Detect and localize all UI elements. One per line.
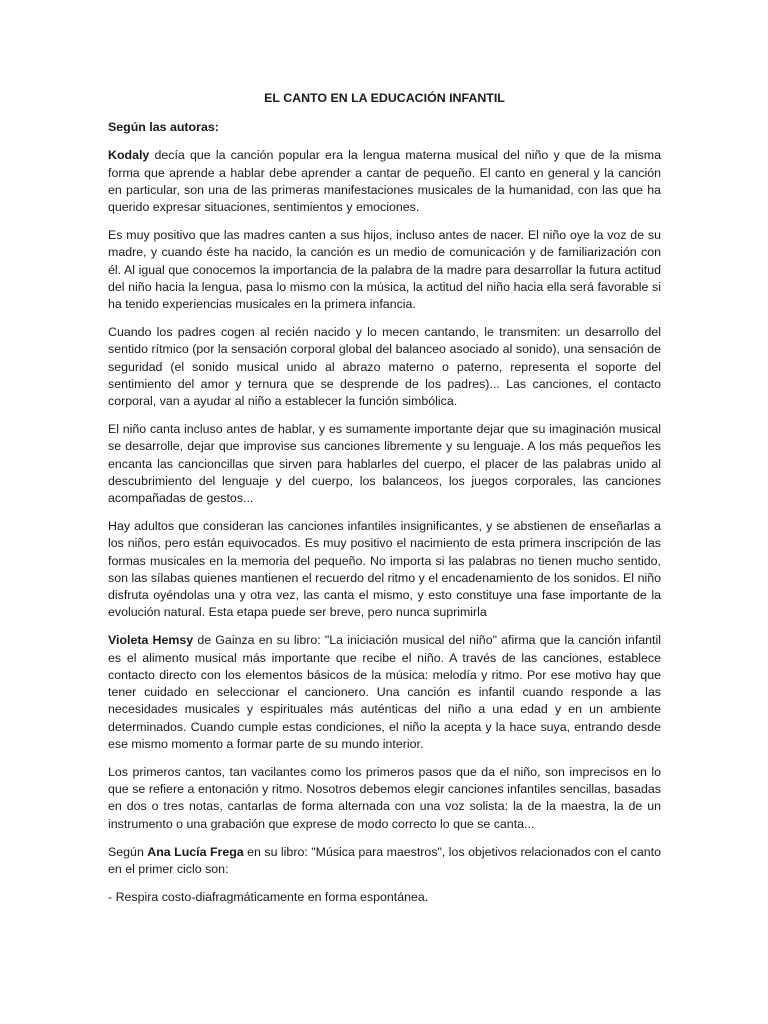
paragraph-text: de Gainza en su libro: "La iniciación musical del niño" afirma que la canción infantil es el alimento musical más importante que recibe el niño. A través de las canciones, establece contacto directo con los elementos básicos de la música: melodía y ritmo. Por ese motivo hay que tener cuidado en seleccionar el cancionero. Una canción es infantil cuando responde a las necesidades musicales y espirituales más auténticas del niño a una edad y en un ambiente determinados. Cuando cumple estas condiciones, el niño la acepta y la hace suya, entrando desde ese mismo momento a formar parte de su mundo interior. xyxy=(108,633,662,751)
document-title: EL CANTO EN LA EDUCACIÓN INFANTIL xyxy=(264,91,505,105)
paragraph-padres: Cuando los padres cogen al recién nacido y lo mecen cantando, le transmiten: un desarrollo del sentido rítmico (por la sensación corporal global del balanceo asociado al sonido), una sensación de seguridad (el sonido musical unido al abrazo materno o paterno, representa el soporte del sentimiento del amor y ternura que se desprende de los padres)... Las canciones, el contacto corporal, van a ayudar al niño a establecer la función simbólica. xyxy=(108,325,661,409)
author-name-frega: Ana Lucía Frega xyxy=(147,844,244,859)
paragraph-kodaly xyxy=(108,147,661,216)
paragraph-text: decía que la canción popular era la lengua materna musical del niño y que de la misma forma que aprende a hablar debe aprender a cantar de pequeño. El canto en general y la canción en particular, son una de las primeras manifestaciones musicales de la humanidad, con las que ha querido expresar situaciones, sentimientos y emociones. xyxy=(108,148,661,215)
paragraph-primeros-cantos: Los primeros cantos, tan vacilantes como los primeros pasos que da el niño, son imprecisos en lo que se refiere a entonación y ritmo. Nosotros debemos elegir canciones infantiles sencillas, basadas en dos o tres notas, cantarlas de forma alternada con una voz solista: la de la maestra, la de un instrumento o una grabación que exprese de modo correcto lo que se canta... xyxy=(108,764,661,831)
document-body xyxy=(108,90,661,917)
paragraph-text-pre: Según xyxy=(108,844,148,859)
paragraph-frega xyxy=(108,844,661,878)
section-subheading: Según las autoras: xyxy=(108,120,219,135)
paragraph-hemsy xyxy=(108,632,661,752)
paragraph-text: en su libro: "Música para maestros", los objetivos relacionados con el canto en el primer ciclo son: xyxy=(108,844,661,876)
paragraph-nino-canta: El niño canta incluso antes de hablar, y es sumamente importante dejar que su imaginación musical se desarrolle, dejar que improvise sus canciones libremente y su lenguaje. A los más pequeños les encanta las cancioncillas que sirven para hablarles del cuerpo, el placer de las palabras unido al descubrimiento del lenguaje y del cuerpo, los balanceos, los juegos corporales, las canciones acompañadas de gestos... xyxy=(108,422,661,506)
author-name-kodaly: Kodaly xyxy=(108,148,150,163)
author-name-hemsy: Violeta Hemsy xyxy=(108,633,194,648)
paragraph-madres: Es muy positivo que las madres canten a sus hijos, incluso antes de nacer. El niño oye la voz de su madre, y cuando éste ha nacido, la canción es un medio de comunicación y de familiarización con él. Al igual que conocemos la importancia de la palabra de la madre para desarrollar la futura actitud del niño hacia la lengua, pasa lo mismo con la música, la actitud del niño hacia ella será favorable si ha tenido experiencias musicales en la primera infancia. xyxy=(108,228,661,312)
paragraph-adultos: Hay adultos que consideran las canciones infantiles insignificantes, y se abstienen de enseñarlas a los niños, pero están equivocados. Es muy positivo el nacimiento de esta primera inscripción de las formas musicales en la memoria del pequeño. No importa si las palabras no tienen mucho sentido, son las sílabas quienes mantienen el recuerdo del ritmo y el encadenamiento de los sonidos. El niño disfruta oyéndolas una y otra vez, las canta el mismo, y esto constituye una fase importante de la evolución natural. Esta etapa puede ser breve, pero nunca suprimirla xyxy=(108,519,661,620)
list-item-objective: - Respira costo-diafragmáticamente en forma espontánea. xyxy=(108,890,429,905)
